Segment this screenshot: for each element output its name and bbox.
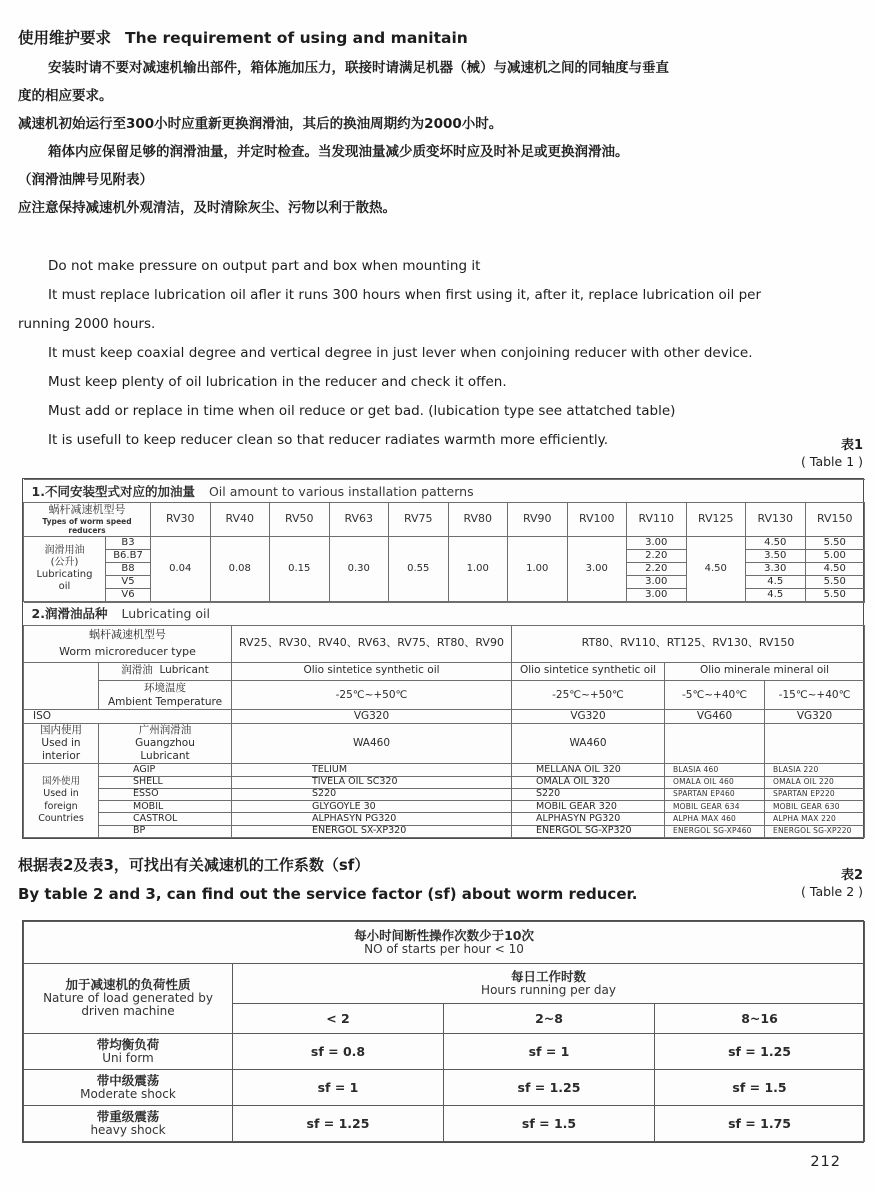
oil-name-cell: TELIUM <box>232 764 512 776</box>
oil-kind-cell: Olio minerale mineral oil <box>665 662 865 680</box>
model-header: RV150 <box>805 503 865 537</box>
sf-value-cell: sf = 1.5 <box>655 1070 865 1106</box>
oil-amount-cell: 4.5 <box>746 588 806 601</box>
worm-type-header: 蜗杆减速机型号 Worm microreducer type <box>24 625 232 662</box>
oil-amount-cell: 3.00 <box>627 588 687 601</box>
foreign-use-label: 国外使用 Used in foreign Countries <box>24 764 99 838</box>
oil-amount-cell: 0.15 <box>270 536 330 601</box>
oil-name-cell: SPARTAN EP220 <box>765 788 865 800</box>
oil-amount-cell: 1.00 <box>448 536 508 601</box>
load-type-label: 带中级震荡 Moderate shock <box>24 1070 233 1106</box>
oil-name-cell: ENERGOL SG-XP220 <box>765 825 865 837</box>
sf-value-cell: sf = 1 <box>233 1070 444 1106</box>
oil-amount-cell: 0.30 <box>329 536 389 601</box>
oil-amount-cell: 3.30 <box>746 562 806 575</box>
oil-amount-cell: 5.50 <box>805 536 865 549</box>
model-header: RV75 <box>389 503 449 537</box>
model-group-cell: RV25、RV30、RV40、RV63、RV75、RT80、RV90 <box>232 625 512 662</box>
oil-name-cell: MOBIL GEAR 630 <box>765 801 865 813</box>
oil-name-cell: OMALA OIL 320 <box>512 776 665 788</box>
oil-name-cell: S220 <box>232 788 512 800</box>
oil-amount-cell: 5.00 <box>805 549 865 562</box>
sf-value-cell: sf = 1.75 <box>655 1106 865 1142</box>
oil-name-cell: SPARTAN EP460 <box>665 788 765 800</box>
oil-name-cell: TIVELA OIL SC320 <box>232 776 512 788</box>
model-header: RV40 <box>210 503 270 537</box>
oil-amount-section-title: 1.不同安装型式对应的加油量 Oil amount to various installation patterns <box>24 480 865 503</box>
model-header: RV63 <box>329 503 389 537</box>
brand-cell: AGIP <box>99 764 232 776</box>
empty-cell <box>665 723 765 763</box>
oil-kind-cell: Olio sintetice synthetic oil <box>232 662 512 680</box>
model-header: RV100 <box>567 503 627 537</box>
oil-name-cell: ENERGOL SX-XP320 <box>232 825 512 837</box>
page-title-en: The requirement of using and manitain <box>125 29 468 47</box>
page-number: 212 <box>810 1154 841 1170</box>
brand-cell: ESSO <box>99 788 232 800</box>
load-nature-header: 加于减速机的负荷性质 Nature of load generated by driven machine <box>24 964 233 1034</box>
oil-name-cell: GLYGOYLE 30 <box>232 801 512 813</box>
oil-amount-cell: 5.50 <box>805 588 865 601</box>
empty-cell <box>24 662 99 709</box>
english-paragraphs <box>18 252 845 455</box>
sf-value-cell: sf = 1.25 <box>444 1070 655 1106</box>
temperature-range-cell: -25℃~+50℃ <box>232 680 512 709</box>
oil-amount-cell: 0.55 <box>389 536 449 601</box>
en-paragraph: Must keep plenty of oil lubrication in the reducer and check it offen. <box>48 374 507 390</box>
hours-column-header: 8~16 <box>655 1004 865 1034</box>
oil-amount-cell: 3.00 <box>627 536 687 549</box>
oil-amount-cell: 4.50 <box>805 562 865 575</box>
oil-name-cell: OMALA OIL 220 <box>765 776 865 788</box>
oil-name-cell: ENERGOL SG-XP460 <box>665 825 765 837</box>
oil-amount-cell: 0.08 <box>210 536 270 601</box>
page-title <box>18 26 468 48</box>
iso-grade-cell: VG320 <box>512 709 665 723</box>
mount-type-cell: V5 <box>106 575 151 588</box>
starts-per-hour-header: 每小时间断性操作次数少于10次 NO of starts per hour < 10 <box>24 922 865 964</box>
oil-amount-cell: 3.50 <box>746 549 806 562</box>
oil-name-cell: MOBIL GEAR 320 <box>512 801 665 813</box>
model-header: RV110 <box>627 503 687 537</box>
oil-amount-cell: 3.00 <box>567 536 627 601</box>
iso-grade-cell: VG460 <box>665 709 765 723</box>
hours-column-header: < 2 <box>233 1004 444 1034</box>
brand-cell: CASTROL <box>99 813 232 825</box>
oil-name-cell: ENERGOL SG-XP320 <box>512 825 665 837</box>
sf-heading-zh: 根据表2及表3，可找出有关减速机的工作系数（sf） <box>18 856 370 874</box>
zh-paragraph: 度的相应要求。 <box>18 88 113 104</box>
oil-amount-cell: 5.50 <box>805 575 865 588</box>
lubrication-tables-box <box>22 478 864 839</box>
oil-name-cell: BLASIA 220 <box>765 764 865 776</box>
model-header: RV125 <box>686 503 746 537</box>
en-paragraph: It must replace lubrication oil afler it runs 300 hours when first using it, after it, replace lubrication oil per <box>48 287 762 303</box>
mount-type-cell: V6 <box>106 588 151 601</box>
mount-type-cell: B3 <box>106 536 151 549</box>
model-header: RV130 <box>746 503 806 537</box>
oil-name-cell: MOBIL GEAR 634 <box>665 801 765 813</box>
model-header: RV90 <box>508 503 568 537</box>
zh-paragraph: （润滑油牌号见附表） <box>18 172 153 188</box>
oil-name-cell: OMALA OIL 460 <box>665 776 765 788</box>
oil-name-cell: ALPHASYN PG320 <box>232 813 512 825</box>
table1-label-en: ( Table 1 ) <box>801 454 863 469</box>
iso-grade-cell: VG320 <box>232 709 512 723</box>
oil-amount-cell: 2.20 <box>627 549 687 562</box>
page-title-zh: 使用维护要求 <box>18 29 112 47</box>
en-paragraph: Must add or replace in time when oil reduce or get bad. (lubication type see attatched table) <box>48 403 676 419</box>
lubricant-types-table <box>23 602 865 839</box>
load-type-label: 带均衡负荷 Uni form <box>24 1034 233 1070</box>
iso-grade-cell: VG320 <box>765 709 865 723</box>
service-factor-heading <box>18 850 637 908</box>
en-paragraph: running 2000 hours. <box>18 316 156 332</box>
load-type-label: 带重级震荡 heavy shock <box>24 1106 233 1142</box>
oil-name-cell: BLASIA 460 <box>665 764 765 776</box>
table1-label-zh: 表1 <box>840 438 863 453</box>
table1-label <box>801 438 863 470</box>
chinese-paragraphs <box>18 54 845 222</box>
types-of-reducers-header: 蜗杆减速机型号 Types of worm speed reducers <box>24 503 151 537</box>
mount-type-cell: B6.B7 <box>106 549 151 562</box>
oil-amount-cell: 3.00 <box>627 575 687 588</box>
zh-paragraph: 减速机初始运行至300小时应重新更换润滑油，其后的换油周期约为2000小时。 <box>18 116 503 132</box>
lubricant-label: 润滑油 Lubricant <box>99 662 232 680</box>
service-factor-table-box <box>22 920 864 1143</box>
table2-label-zh: 表2 <box>840 868 863 883</box>
table2-label <box>801 868 863 900</box>
model-header: RV50 <box>270 503 330 537</box>
empty-cell <box>765 723 865 763</box>
lubricating-oil-row-label: 润滑用油 (公升) Lubricating oil <box>24 536 106 601</box>
model-group-cell: RT80、RV110、RT125、RV130、RV150 <box>512 625 865 662</box>
sf-value-cell: sf = 1.5 <box>444 1106 655 1142</box>
hours-column-header: 2~8 <box>444 1004 655 1034</box>
oil-amount-cell: 2.20 <box>627 562 687 575</box>
sf-value-cell: sf = 1 <box>444 1034 655 1070</box>
iso-label: ISO <box>24 709 232 723</box>
service-factor-table <box>23 921 865 1142</box>
sf-heading-en: By table 2 and 3, can find out the service factor (sf) about worm reducer. <box>18 885 638 903</box>
brand-cell: MOBIL <box>99 801 232 813</box>
temperature-range-cell: -5℃~+40℃ <box>665 680 765 709</box>
oil-amount-cell: 4.50 <box>746 536 806 549</box>
brand-cell: BP <box>99 825 232 837</box>
oil-amount-cell: 0.04 <box>151 536 211 601</box>
table2-label-en: ( Table 2 ) <box>801 884 863 899</box>
zh-paragraph: 箱体内应保留足够的润滑油量，并定时检查。当发现油量减少质变坏时应及时补足或更换润滑油。 <box>48 144 629 160</box>
en-paragraph: Do not make pressure on output part and box when mounting it <box>48 258 481 274</box>
temperature-range-cell: -15℃~+40℃ <box>765 680 865 709</box>
en-paragraph: It is usefull to keep reducer clean so that reducer radiates warmth more efficiently. <box>48 432 608 448</box>
oil-kind-cell: Olio sintetice synthetic oil <box>512 662 665 680</box>
domestic-oil-cell: WA460 <box>512 723 665 763</box>
sf-value-cell: sf = 1.25 <box>233 1106 444 1142</box>
sf-value-cell: sf = 0.8 <box>233 1034 444 1070</box>
model-header: RV30 <box>151 503 211 537</box>
hours-per-day-header: 每日工作时数 Hours running per day <box>233 964 865 1004</box>
oil-amount-cell: 4.5 <box>746 575 806 588</box>
model-header: RV80 <box>448 503 508 537</box>
temperature-range-cell: -25℃~+50℃ <box>512 680 665 709</box>
oil-amount-cell: 4.50 <box>686 536 746 601</box>
oil-name-cell: MELLANA OIL 320 <box>512 764 665 776</box>
zh-paragraph: 安装时请不要对减速机输出部件，箱体施加压力，联接时请满足机器（械）与减速机之间的同轴度与垂直 <box>48 60 669 76</box>
oil-name-cell: ALPHA MAX 460 <box>665 813 765 825</box>
domestic-use-label: 国内使用 Used in interior <box>24 723 99 763</box>
sf-value-cell: sf = 1.25 <box>655 1034 865 1070</box>
oil-name-cell: S220 <box>512 788 665 800</box>
lubricant-section-title: 2.润滑油品种 Lubricating oil <box>24 602 865 625</box>
mount-type-cell: B8 <box>106 562 151 575</box>
zh-paragraph: 应注意保持减速机外观清洁，及时清除灰尘、污物以利于散热。 <box>18 200 396 216</box>
oil-amount-cell: 1.00 <box>508 536 568 601</box>
oil-name-cell: ALPHA MAX 220 <box>765 813 865 825</box>
ambient-temperature-label: 环境温度 Ambient Temperature <box>99 680 232 709</box>
domestic-oil-cell: WA460 <box>232 723 512 763</box>
en-paragraph: It must keep coaxial degree and vertical degree in just lever when conjoining reducer with other device. <box>48 345 753 361</box>
oil-name-cell: ALPHASYN PG320 <box>512 813 665 825</box>
brand-cell: SHELL <box>99 776 232 788</box>
oil-amount-table <box>23 479 865 602</box>
domestic-brand-label: 广州润滑油 Guangzhou Lubricant <box>99 723 232 763</box>
